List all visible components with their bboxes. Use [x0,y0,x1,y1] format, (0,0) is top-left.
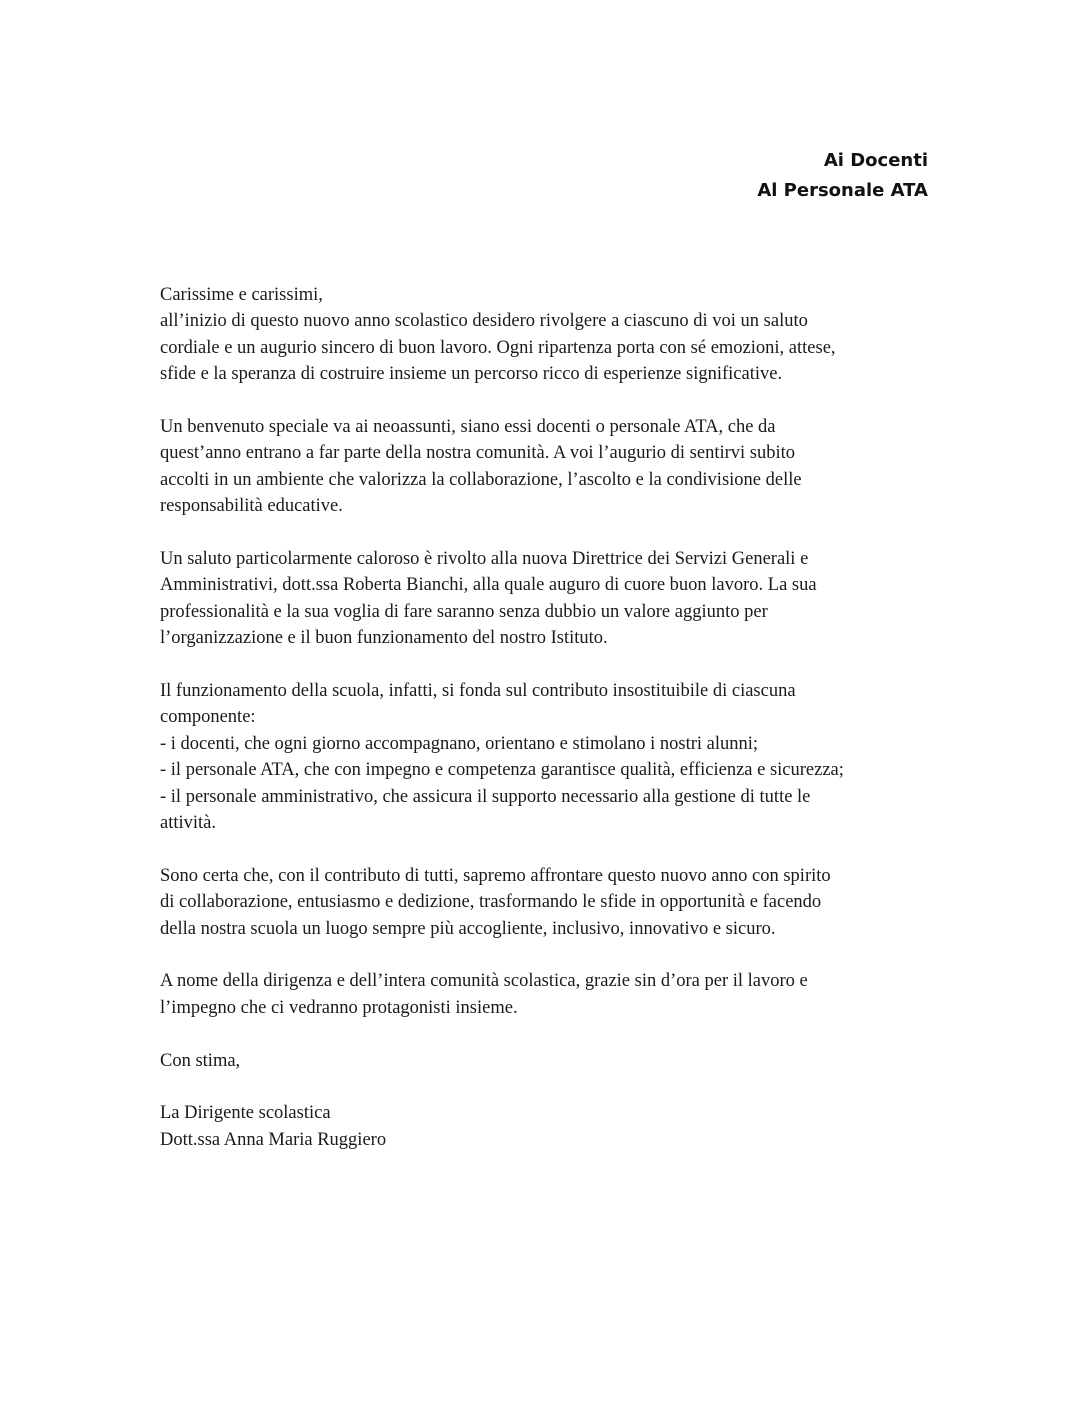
text-line: componente: [160,707,256,728]
text-line: sfide e la speranza di costruire insieme un percorso ricco di esperienze significative. [160,364,783,385]
text-line: Il funzionamento della scuola, infatti, si fonda sul contributo insostituibile di ciascuna [160,681,796,702]
text-line: l’impegno che ci vedranno protagonisti insieme. [160,997,518,1018]
text-line: della nostra scuola un luogo sempre più accogliente, inclusivo, innovativo e sicuro. [160,918,776,939]
paragraph-welcome [160,414,940,520]
recipient-personale-ata: Al Personale ATA [757,180,928,201]
text-line: l’organizzazione e il buon funzionamento del nostro Istituto. [160,628,608,649]
text-line: quest’anno entrano a far parte della nostra comunità. A voi l’augurio di sentirvi subito [160,443,795,464]
signature-role: La Dirigente scolastica [160,1103,331,1124]
text-line: Carissime e carissimi, [160,285,323,305]
closing-line: Con stima, [160,1050,241,1071]
signature-block [160,1100,940,1153]
list-item: - il personale ATA, che con impegno e competenza garantisce qualità, efficienza e sicurezza; [160,760,844,781]
text-line: Un benvenuto speciale va ai neoassunti, siano essi docenti o personale ATA, che da [160,417,776,438]
recipients-block [757,146,928,206]
text-line: professionalità e la sua voglia di fare saranno senza dubbio un valore aggiunto per [160,601,768,622]
signature-name: Dott.ssa Anna Maria Ruggiero [160,1129,387,1150]
text-line: cordiale e un augurio sincero di buon lavoro. Ogni ripartenza porta con sé emozioni, attese, [160,337,836,358]
paragraph-thanks [160,968,940,1021]
paragraph-closing [160,1048,940,1074]
text-line: accolti in un ambiente che valorizza la collaborazione, l’ascolto e la condivisione delle [160,469,802,490]
text-line: di collaborazione, entusiasmo e dedizione, trasformando le sfide in opportunità e facendo [160,892,822,913]
text-line: Amministrativi, dott.ssa Roberta Bianchi, alla quale auguro di cuore buon lavoro. La sua [160,575,817,596]
text-line: Sono certa che, con il contributo di tutti, sapremo affrontare questo nuovo anno con spirito [160,865,831,886]
paragraph-dsga [160,546,940,652]
text-line: all’inizio di questo nuovo anno scolastico desidero rivolgere a ciascuno di voi un saluto [160,311,808,332]
recipient-docenti: Ai Docenti [823,150,928,171]
letter-body [160,282,940,1180]
list-item: - il personale amministrativo, che assicura il supporto necessario alla gestione di tutte le [160,786,811,807]
paragraph-greeting [160,282,940,388]
paragraph-components [160,678,940,836]
text-line: A nome della dirigenza e dell’intera comunità scolastica, grazie sin d’ora per il lavoro e [160,971,808,992]
text-line: Un saluto particolarmente caloroso è rivolto alla nuova Direttrice dei Servizi Generali e [160,549,809,570]
list-item: - i docenti, che ogni giorno accompagnano, orientano e stimolano i nostri alunni; [160,733,759,754]
paragraph-confidence [160,863,940,942]
text-line: responsabilità educative. [160,496,343,517]
text-line: attività. [160,813,216,834]
